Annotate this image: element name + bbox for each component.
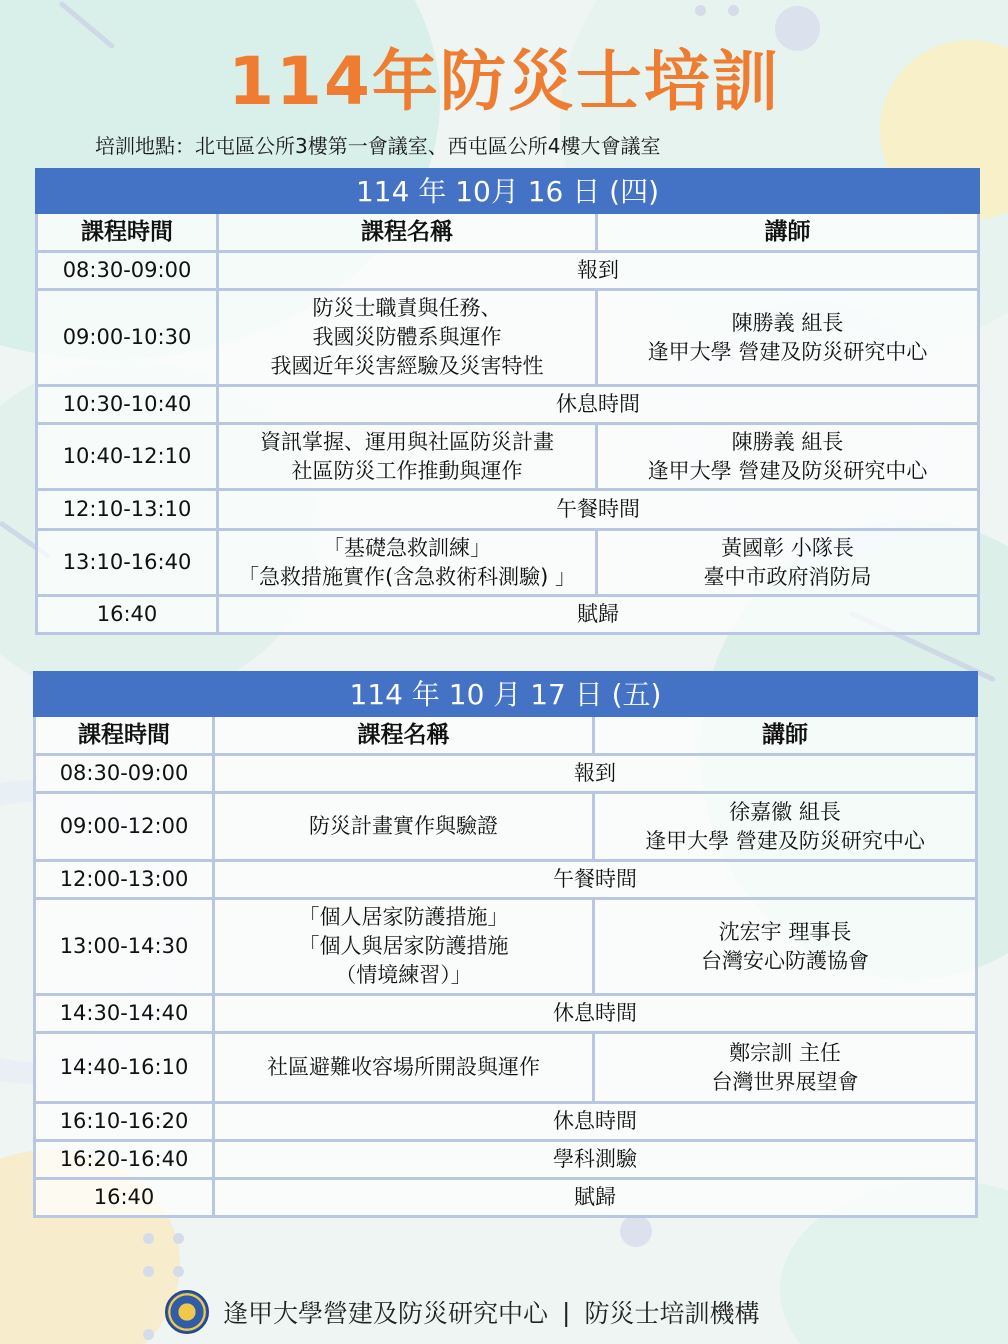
course-line: 資訊掌握、運用與社區防災計畫	[260, 429, 554, 454]
time-cell: 13:00-14:30	[35, 899, 214, 995]
day2-date-header: 114 年 10 月 17 日 (五)	[35, 673, 977, 716]
footer-org: 逢甲大學營建及防災研究中心	[223, 1299, 549, 1328]
lecturer-name: 徐嘉徽 組長	[729, 799, 841, 824]
time-cell: 14:40-16:10	[35, 1033, 214, 1103]
activity-cell: 午餐時間	[218, 490, 979, 530]
footer	[165, 1289, 759, 1335]
table-row	[35, 995, 977, 1033]
course-cell	[218, 424, 597, 490]
course-line: 我國災防體系與運作	[312, 325, 502, 349]
time-cell: 10:40-12:10	[37, 424, 218, 490]
time-cell: 09:00-12:00	[35, 793, 214, 861]
time-cell: 13:10-16:40	[37, 530, 218, 596]
lecturer-org: 台灣世界展望會	[711, 1069, 859, 1094]
course-line: 「急救措施實作(含急救術科測驗) 」	[237, 564, 577, 589]
lecturer-name: 鄭宗訓 主任	[729, 1040, 841, 1065]
time-cell: 16:40	[35, 1179, 214, 1217]
course-line: （情境練習）」	[335, 963, 472, 987]
lecturer-name: 沈宏宇 理事長	[718, 919, 852, 944]
course-line: 我國近年災害經驗及災害特性	[270, 354, 544, 378]
schedule-table-day2	[33, 671, 978, 1218]
column-header-lecturer: 講師	[594, 716, 977, 755]
footer-role: 防災士培訓機構	[584, 1299, 760, 1328]
activity-cell: 休息時間	[218, 386, 979, 424]
lecturer-org: 逢甲大學 營建及防災研究中心	[645, 828, 925, 853]
day1-date-header: 114 年 10月 16 日 (四)	[37, 170, 979, 213]
time-cell: 10:30-10:40	[37, 386, 218, 424]
time-cell: 09:00-10:30	[37, 290, 218, 386]
lecturer-cell	[594, 899, 977, 995]
time-cell: 14:30-14:40	[35, 995, 214, 1033]
table-row	[35, 793, 977, 861]
course-cell	[214, 793, 594, 861]
lecturer-cell	[597, 424, 979, 490]
activity-cell: 休息時間	[214, 995, 977, 1033]
course-cell	[218, 290, 597, 386]
page-title: 114年防災士培訓	[228, 43, 780, 120]
activity-cell: 休息時間	[214, 1103, 977, 1141]
lecturer-org: 台灣安心防護協會	[701, 948, 870, 973]
table-row	[37, 424, 979, 490]
time-cell: 08:30-09:00	[35, 755, 214, 793]
time-cell: 12:00-13:00	[35, 861, 214, 899]
table-row	[37, 386, 979, 424]
table-row	[37, 252, 979, 290]
table-row	[37, 530, 979, 596]
column-header-time: 課程時間	[35, 716, 214, 755]
activity-cell: 報到	[214, 755, 977, 793]
course-line: 防災計畫實作與驗證	[309, 814, 498, 838]
course-cell	[214, 1033, 594, 1103]
lecturer-cell	[594, 1033, 977, 1103]
university-seal-icon	[165, 1290, 209, 1334]
course-line: 「個人與居家防護措施	[298, 934, 509, 958]
lecturer-org: 逢甲大學 營建及防災研究中心	[647, 458, 928, 483]
lecturer-org: 臺中市政府消防局	[703, 564, 872, 589]
lecturer-cell	[594, 793, 977, 861]
table-row	[35, 1179, 977, 1217]
table-row	[35, 899, 977, 995]
table-row	[35, 1103, 977, 1141]
time-cell: 16:10-16:20	[35, 1103, 214, 1141]
table-row	[35, 1141, 977, 1179]
venue-text: 培訓地點：北屯區公所3樓第一會議室、西屯區公所4樓大會議室	[95, 134, 661, 158]
activity-cell: 賦歸	[214, 1179, 977, 1217]
time-cell: 16:40	[37, 596, 218, 634]
course-line: 防災士職責與任務、	[312, 296, 502, 320]
lecturer-name: 陳勝義 組長	[731, 429, 844, 454]
activity-cell: 午餐時間	[214, 861, 977, 899]
column-header-course: 課程名稱	[218, 213, 597, 252]
course-line: 社區防災工作推動與運作	[291, 458, 523, 483]
column-header-lecturer: 講師	[597, 213, 979, 252]
table-row	[35, 1033, 977, 1103]
footer-separator: |	[562, 1297, 571, 1327]
table-row	[37, 490, 979, 530]
time-cell: 12:10-13:10	[37, 490, 218, 530]
course-cell	[218, 530, 597, 596]
lecturer-cell	[597, 530, 979, 596]
lecturer-name: 陳勝義 組長	[731, 310, 844, 335]
column-header-time: 課程時間	[37, 213, 218, 252]
table-row	[37, 596, 979, 634]
activity-cell: 學科測驗	[214, 1141, 977, 1179]
course-line: 「基礎急救訓練」	[323, 535, 491, 560]
schedule-table-day1	[35, 168, 980, 635]
table-row	[35, 861, 977, 899]
lecturer-name: 黃國彰 小隊長	[721, 535, 854, 560]
activity-cell: 賦歸	[218, 596, 979, 634]
column-header-course: 課程名稱	[214, 716, 594, 755]
table-row	[37, 290, 979, 386]
lecturer-cell	[597, 290, 979, 386]
time-cell: 08:30-09:00	[37, 252, 218, 290]
course-line: 社區避難收容場所開設與運作	[267, 1055, 540, 1079]
time-cell: 16:20-16:40	[35, 1141, 214, 1179]
lecturer-org: 逢甲大學 營建及防災研究中心	[647, 339, 928, 364]
table-row	[35, 755, 977, 793]
course-cell	[214, 899, 594, 995]
course-line: 「個人居家防護措施」	[298, 905, 509, 929]
activity-cell: 報到	[218, 252, 979, 290]
